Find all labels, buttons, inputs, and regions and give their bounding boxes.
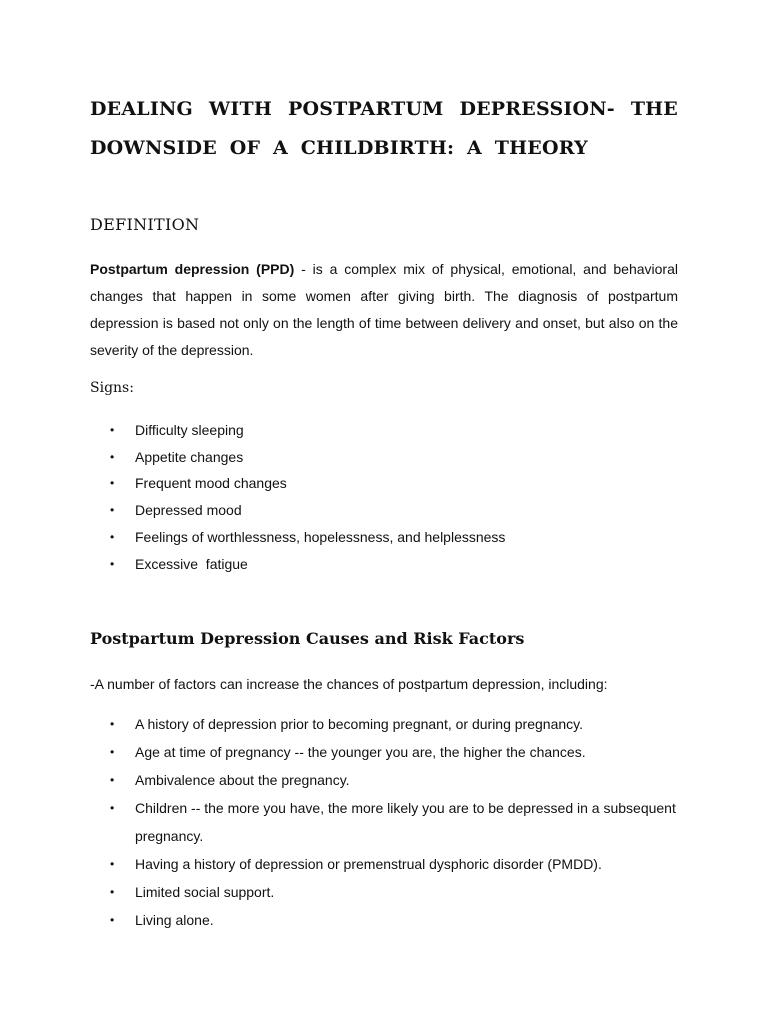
list-item [90,906,678,934]
definition-paragraph [90,256,678,364]
document-page [90,0,678,1024]
list-item [90,794,678,850]
bullet-icon: • [110,556,115,571]
document-title: DEALING WITH POSTPARTUM DEPRESSION- THE DOWNSIDE OF A CHILDBIRTH: A THEORY [90,98,678,159]
list-item-text: Excessive fatigue [135,555,248,572]
signs-label: Signs: [90,380,134,396]
risk-factors-list [90,710,678,934]
list-item-text: Feelings of worthlessness, hopelessness, and helplessness [135,528,506,545]
list-item [90,710,678,738]
list-item [90,524,678,551]
bullet-icon: • [110,503,115,518]
list-item-text: Frequent mood changes [135,475,287,492]
definition-text: - is a complex mix of physical, emotional, and behavioral changes that happen in some women after giving birth. The diagnosis of postpartum depression is based not only on the length of time between delivery and onset, but also on the severity of the depression. [90,261,678,358]
list-item [90,766,678,794]
list-item-text: A history of depression prior to becoming pregnant, or during pregnancy. [135,716,583,732]
causes-heading: Postpartum Depression Causes and Risk Factors [90,629,525,648]
list-item-text: Appetite changes [135,448,244,465]
list-item-text: Difficulty sleeping [135,422,244,438]
bullet-icon: • [110,423,115,437]
list-item-text: Age at time of pregnancy -- the younger you are, the higher the chances. [135,744,586,760]
bullet-icon: • [110,885,115,899]
list-item [90,551,678,578]
bullet-icon: • [110,449,115,464]
bullet-icon: • [110,801,115,815]
list-item-text: Living alone. [135,912,214,928]
causes-intro: -A number of factors can increase the chances of postpartum depression, including: [90,676,608,692]
list-item [90,417,678,444]
list-item-text: Depressed mood [135,502,242,519]
bullet-icon: • [110,913,115,927]
bullet-icon: • [110,857,115,871]
bullet-icon: • [110,773,115,787]
list-item [90,497,678,524]
bullet-icon: • [110,529,115,544]
bullet-icon: • [110,717,115,731]
list-item-text: Having a history of depression or premenstrual dysphoric disorder (PMDD). [135,856,602,872]
list-item-text: Ambivalence about the pregnancy. [135,772,350,788]
bullet-icon: • [110,745,115,759]
list-item [90,470,678,497]
list-item [90,878,678,906]
list-item-text: Children -- the more you have, the more likely you are to be depressed in a subsequent pregnancy. [135,800,676,844]
definition-heading: DEFINITION [90,215,200,234]
bullet-icon: • [110,476,115,491]
list-item [90,444,678,471]
definition-term: Postpartum depression (PPD) [90,261,295,277]
list-item [90,738,678,766]
list-item-text: Limited social support. [135,884,275,900]
list-item [90,850,678,878]
signs-list [90,417,678,577]
